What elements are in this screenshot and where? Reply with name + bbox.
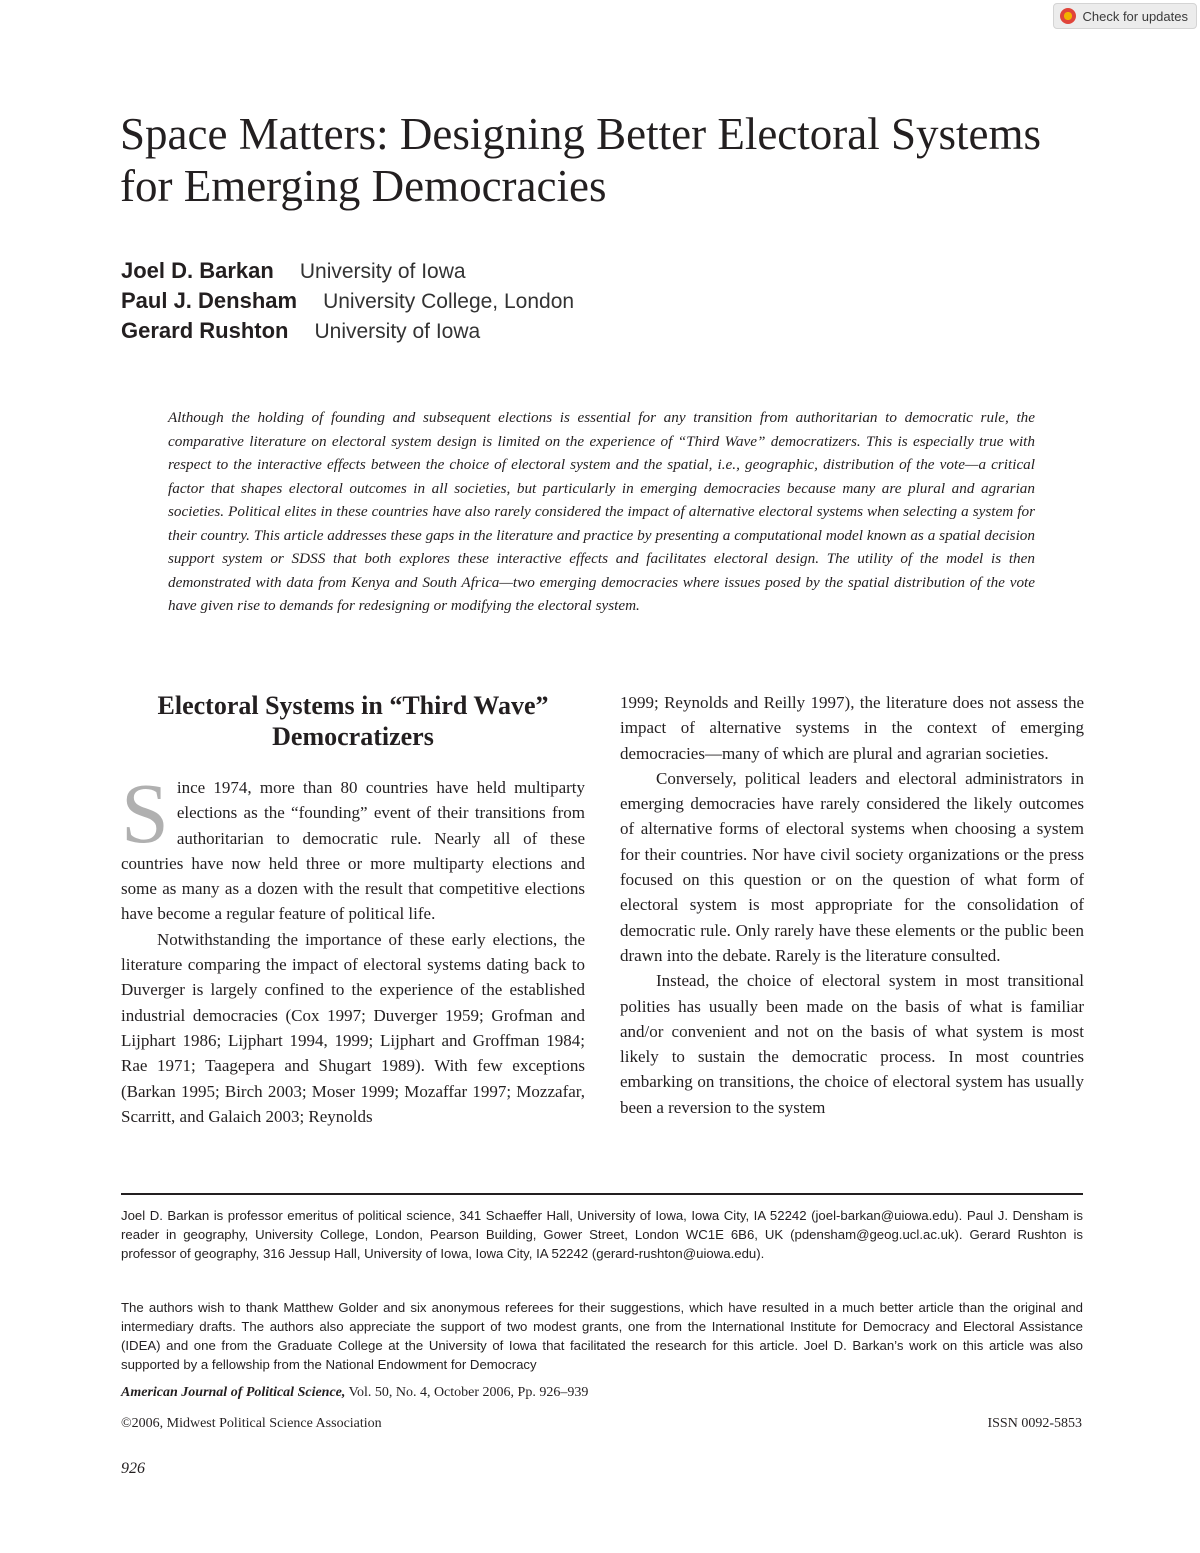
check-for-updates-badge[interactable] [1053, 3, 1197, 29]
author-footnote: Joel D. Barkan is professor emeritus of political science, 341 Schaeffer Hall, University of Iowa, Iowa City, IA 52242 (joel-barkan@uiowa.edu). Paul J. Densham is reader in geography, University College, London, Pearson Building, Gower Street, London WC1E 6B6, UK (pdensham@geog.ucl.ac.uk). Gerard Rushton is professor of geography, 316 Jessup Hall, University of Iowa, Iowa City, IA 52242 (gerard-rushton@uiowa.edu). [121, 1208, 1083, 1261]
author-name: Paul J. Densham [121, 288, 298, 313]
journal-citation [121, 1385, 588, 1401]
author-affiliation: University of Iowa [314, 320, 481, 343]
journal-name: American Journal of Political Science, [121, 1385, 346, 1400]
footnote-divider [121, 1193, 1083, 1195]
paragraph: Instead, the choice of electoral system in most transitional polities has usually been made on the basis of what is familiar and/or convenient and not on the basis of what system is most likely to sustain the democratic process. In most countries embarking on transitions, the choice of electoral system has usually been a reversion to the system [620, 971, 1084, 1117]
issn: ISSN 0092-5853 [987, 1416, 1082, 1431]
author-list [121, 258, 574, 348]
paragraph-intro [121, 765, 585, 927]
check-for-updates-label: Check for updates [1082, 8, 1188, 24]
journal-details: Vol. 50, No. 4, October 2006, Pp. 926–939 [345, 1385, 589, 1400]
paragraph-continued: 1999; Reynolds and Reilly 1997), the literature does not assess the impact of alternative systems in the context of emerging democracies—many of which are plural and agrarian societies. [620, 693, 1084, 763]
body-column-right [620, 690, 1084, 1120]
paragraph-intro-text: ince 1974, more than 80 countries have held multiparty elections as the “founding” event of their transitions from authoritarian to democratic rule. Nearly all of these countries have now held three or more multiparty elections and some as many as a dozen with the result that competitive elections have become a regular feature of political life. [121, 778, 585, 924]
paragraph: Conversely, political leaders and electoral administrators in emerging democracies have rarely considered the likely outcomes of alternative forms of electoral systems when choosing a system for their countries. Nor have civil society organizations or the press focused on this question or on the question of what form of electoral system is most appropriate for the consolidation of democratic rule. Only rarely have these elements or the public been drawn into the debate. Rarely is the literature consulted. [620, 768, 1084, 965]
paragraph: Notwithstanding the importance of these early elections, the literature comparing the impact of electoral systems dating back to Duverger is largely confined to the experience of the established industrial democracies (Cox 1997; Duverger 1959; Grofman and Lijphart 1986; Lijphart 1994, 1999; Lijphart and Groffman 1984; Rae 1971; Taagepera and Shugart 1989). With few exceptions (Barkan 1995; Birch 2003; Moser 1999; Mozaffar 1997; Mozzafar, Scarritt, and Galaich 2003; Reynolds [121, 929, 585, 1126]
crossmark-icon [1060, 8, 1076, 24]
author-entry [121, 288, 574, 318]
acknowledgments-footnote: The authors wish to thank Matthew Golder and six anonymous referees for their suggestions, which have resulted in a much better article than the original and intermediary drafts. The authors also appreciate the support of two modest grants, one from the International Institute for Democracy and Electoral Assistance (IDEA) and one from the Graduate College at the University of Iowa that facilitated the research for this article. Joel D. Barkan’s work on this article was also supported by a fellowship from the National Endowment for Democracy [121, 1300, 1083, 1372]
author-entry [121, 258, 574, 288]
author-name: Gerard Rushton [121, 318, 289, 343]
drop-cap: S [121, 765, 169, 861]
body-column-left [121, 690, 585, 1129]
copyright: ©2006, Midwest Political Science Association [121, 1416, 382, 1431]
author-name: Joel D. Barkan [121, 258, 274, 283]
article-title: Space Matters: Designing Better Electoral Systems for Emerging Democracies [120, 109, 1042, 211]
section-heading: Electoral Systems in “Third Wave” Democratizers [157, 691, 549, 751]
page-number: 926 [121, 1460, 145, 1477]
abstract: Although the holding of founding and subsequent elections is essential for any transition from authoritarian to democratic rule, the comparative literature on electoral system design is limited on the experience of “Third Wave” democratizers. This is especially true with respect to the interactive effects between the choice of electoral system and the spatial, i.e., geographic, distribution of the vote—a critical factor that shapes electoral outcomes in all societies, but particularly in emerging democracies because many are plural and agrarian societies. Political elites in these countries have also rarely considered the impact of alternative electoral systems when selecting a system for their country. This article addresses these gaps in the literature and practice by presenting a computational model known as a spatial decision support system or SDSS that both explores these interactive effects and facilitates electoral design. The utility of the model is then demonstrated with data from Kenya and South Africa—two emerging democracies where issues posed by the spatial distribution of the vote have given rise to demands for redesigning or modifying the electoral system. [168, 409, 1035, 614]
author-affiliation: University College, London [323, 290, 575, 313]
author-entry [121, 318, 574, 348]
author-affiliation: University of Iowa [299, 260, 466, 283]
